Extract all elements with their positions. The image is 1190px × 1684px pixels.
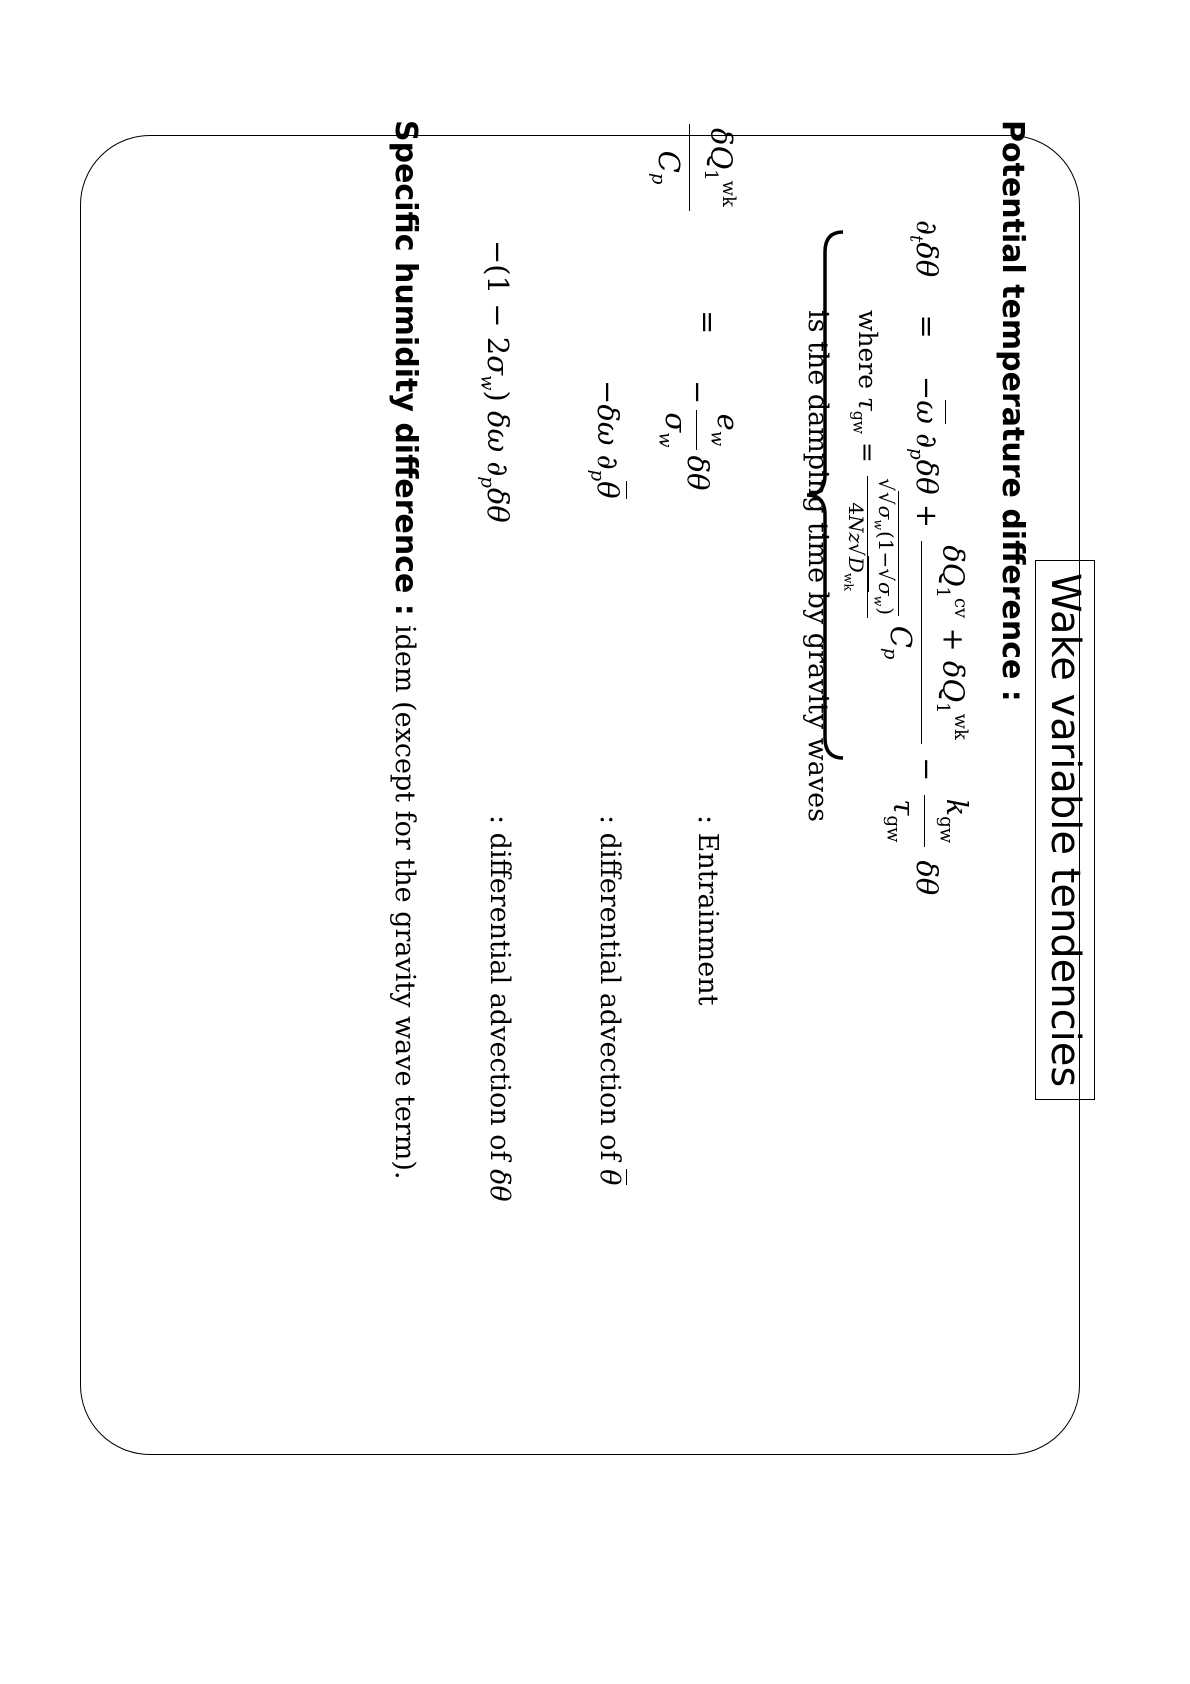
slide-title: Wake variable tendencies (1035, 560, 1095, 1100)
humidity-line (388, 120, 423, 1180)
entrainment-expression: − $e_w$ $\sigma_w$ δθ (654, 380, 745, 491)
humidity-heading: Specific humidity difference : (388, 120, 423, 616)
slide-content (75, 110, 1105, 1570)
mean-advection-label: : differential advection of θ (594, 815, 625, 1186)
diff-advection-label: : differential advection of δθ (484, 815, 515, 1202)
heating-term-lhs: $\delta Q_1^{wk}$ $C_p$ (641, 120, 745, 215)
where-clause: where $\tau_{gw}$ = $√√\sigma_w(1-√\sigma_w)$ $4Nz√D_{wk}$ (837, 310, 897, 622)
damping-note: is the damping time by gravity waves (802, 310, 833, 822)
gravity-wave-fraction: $k_{gw}$ $\tau_{gw}$ (876, 795, 974, 847)
curly-brace (805, 230, 845, 760)
humidity-note: idem (except for the gravity wave term). (389, 625, 420, 1180)
section-heading: Potential temperature difference : (995, 120, 1030, 702)
mean-advection-expression: −δω $\partial_p\theta$ (586, 380, 625, 499)
entrainment-label: : Entrainment (692, 815, 723, 1006)
heating-fraction: $\delta Q_1^{cv} + \delta Q_1^{wk}$ $C_p$ (873, 541, 977, 744)
heating-term-equals: = (691, 310, 725, 335)
main-equation: $\partial_t\delta\theta = -\omega$ $\partial_p\delta\theta$ + $\delta Q_1^{cv} + \delta Q_1^{wk}$ $C_p$ − $k_{gw}$ $\tau_{gw}$ δθ (873, 220, 977, 895)
tau-fraction: $√√\sigma_w(1-√\sigma_w)$ $4Nz√D_{wk}$ (837, 476, 897, 618)
diff-advection-expression: $-(1 - 2\sigma_w)$ δω $\partial_p\delta\theta$ (476, 240, 515, 523)
